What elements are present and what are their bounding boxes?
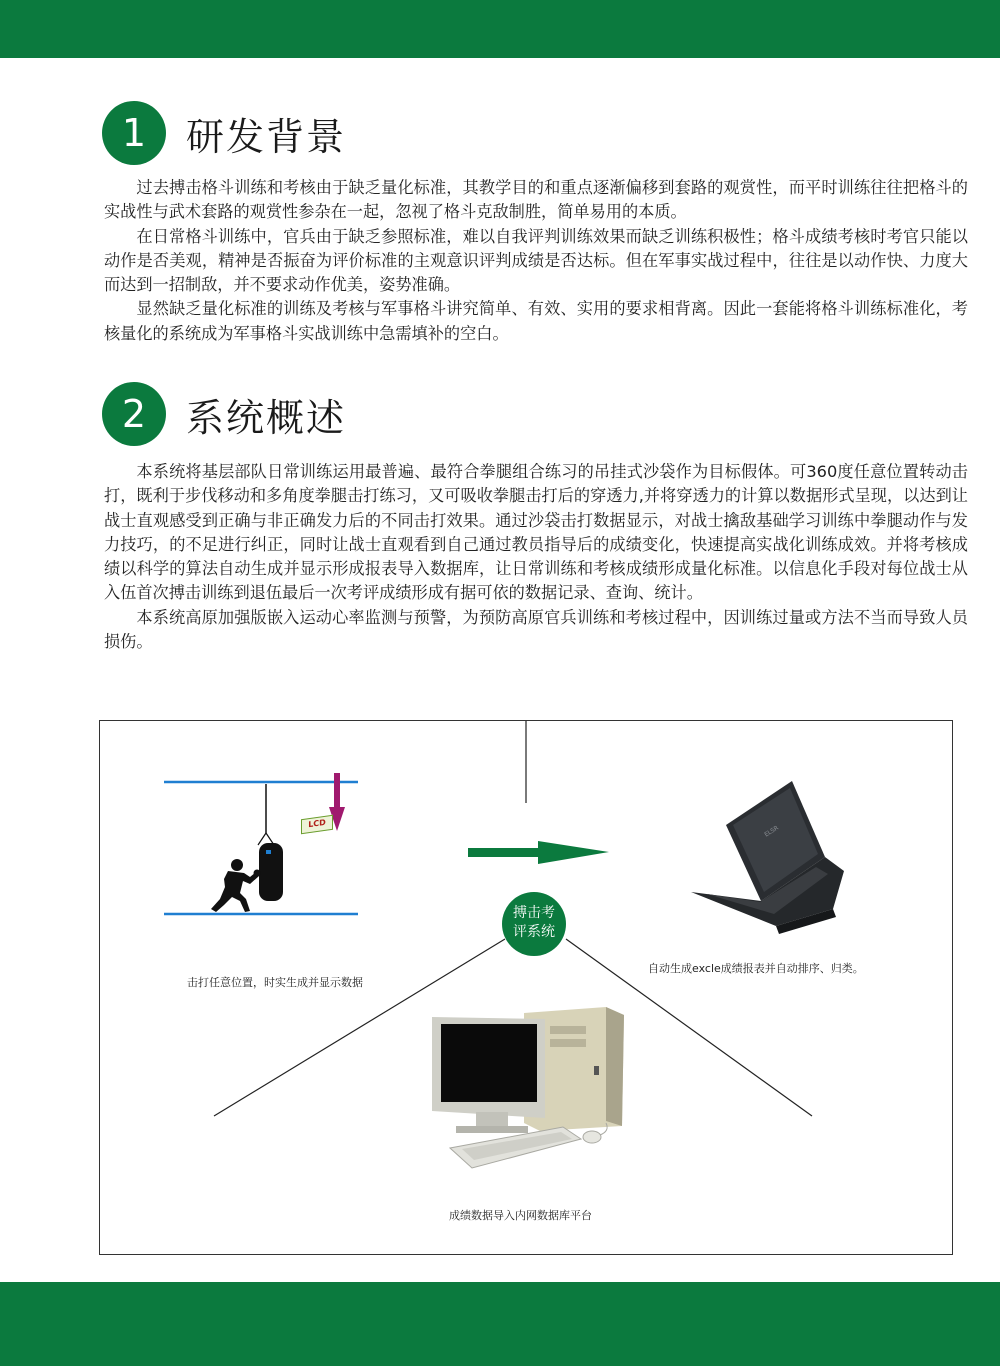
section-2-paragraph: 本系统将基层部队日常训练运用最普遍、最符合拳腿组合练习的吊挂式沙袋作为目标假体。可360度任意位置转动击打，既利于步伐移动和多角度拳腿击打练习，又可吸收拳腿击打后的穿透力,并将穿透力的计算以数据形式呈现，以达到让战士直观感受到正确与非正确发力后的不同击打效果。通过沙袋击打数据显示，对战士擒敌基础学习训练中拳腿动作与发力技巧，的不足进行纠正，同时让战士直观看到自己通过教员指导后的成绩变化，快速提高实战化训练成效。并将考核成绩以科学的算法自动生成并显示形成报表导入数据库，让日常训练和考核成绩形成量化标准。以信息化手段对每位战士从入伍首次搏击训练到退伍最后一次考评成绩形成有据可依的数据记录、查询、统计。 <box>104 462 968 603</box>
section-1-body <box>104 176 968 346</box>
section-2-heading <box>102 382 502 448</box>
flow-arrow <box>468 841 609 864</box>
hub-label-line1: 搏击考 <box>513 905 555 921</box>
section-1-heading <box>102 101 502 167</box>
caption-bottom: 成绩数据导入内网数据库平台 <box>449 1209 592 1222</box>
section-1-number-badge: 1 <box>102 101 166 165</box>
punching-bag-scene <box>164 773 358 914</box>
top-banner <box>0 0 1000 58</box>
caption-left: 击打任意位置，时实生成并显示数据 <box>187 976 363 989</box>
laptop <box>691 781 844 934</box>
section-1-paragraph: 在日常格斗训练中，官兵由于缺乏参照标准，难以自我评判训练效果而缺乏训练积极性；格斗成绩考核时考官只能以动作是否美观，精神是否振奋为评价标准的主观意识评判成绩是否达标。但在军事实战过程中，往往是以动作快、力度大而达到一招制敌，并不要求动作优美，姿势准确。 <box>104 226 968 295</box>
boxer-silhouette <box>211 859 261 912</box>
system-hub-badge <box>502 892 566 956</box>
bottom-banner <box>0 1282 1000 1366</box>
section-1-title: 研发背景 <box>186 115 347 159</box>
section-1-paragraph: 过去搏击格斗训练和考核由于缺乏量化标准，其教学目的和重点逐渐偏移到套路的观赏性，而平时训练往往把格斗的实战性与武术套路的观赏性参杂在一起，忽视了格斗克敌制胜，简单易用的本质。 <box>104 178 968 222</box>
section-2-paragraph: 本系统高原加强版嵌入运动心率监测与预警，为预防高原官兵训练和考核过程中，因训练过量或方法不当而导致人员损伤。 <box>104 607 968 652</box>
caption-right: 自动生成excle成绩报表并自动排序、归类。 <box>648 962 864 975</box>
laptop-brand-label: ELSR <box>763 824 780 839</box>
hub-label-line2: 评系统 <box>513 924 555 940</box>
desktop-computer <box>432 1007 624 1168</box>
section-2-body <box>104 460 968 654</box>
system-diagram <box>99 720 953 1255</box>
section-1-paragraph: 显然缺乏量化标准的训练及考核与军事格斗讲究简单、有效、实用的要求相背离。因此一套能将格斗训练标准化，考核量化的系统成为军事格斗实战训练中急需填补的空白。 <box>104 299 968 343</box>
section-2-number-badge: 2 <box>102 382 166 446</box>
section-2-title: 系统概述 <box>186 396 347 440</box>
lcd-display: LCD <box>301 815 333 834</box>
